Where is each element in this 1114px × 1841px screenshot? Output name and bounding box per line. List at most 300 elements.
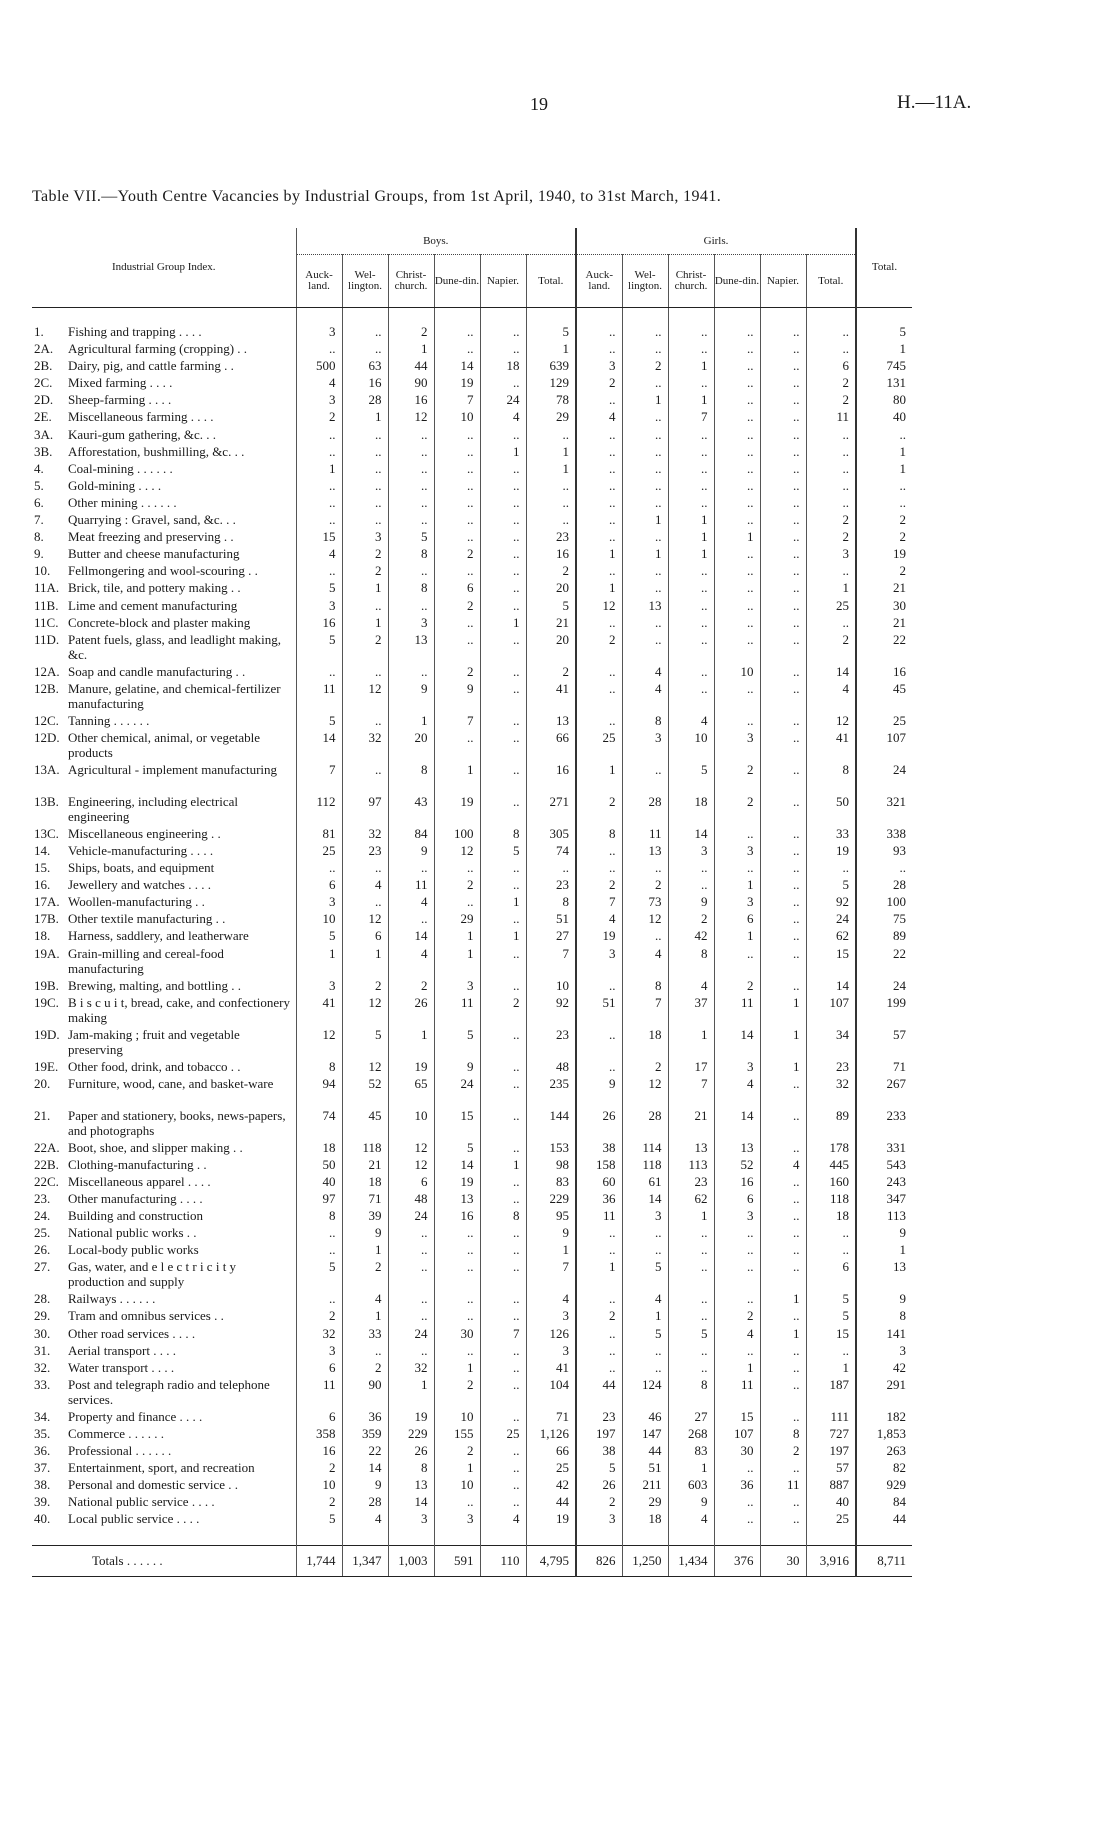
table-cell: .. (434, 427, 480, 444)
row-index: 11A. (34, 580, 60, 596)
table-cell: 8 (576, 826, 622, 843)
table-cell: 17 (668, 1059, 714, 1076)
table-cell: 107 (806, 995, 856, 1027)
table-cell: .. (622, 563, 668, 580)
table-cell: 32 (342, 826, 388, 843)
table-row (32, 1208, 912, 1225)
table-cell: 1 (856, 461, 912, 478)
table-cell: 1 (760, 1326, 806, 1343)
table-cell: 113 (856, 1208, 912, 1225)
table-cell: .. (760, 615, 806, 632)
table-cell: .. (434, 1494, 480, 1511)
table-cell: 97 (342, 794, 388, 826)
row-index: 19B. (34, 977, 59, 993)
table-cell: 639 (526, 358, 576, 375)
row-index: 37. (34, 1460, 51, 1476)
industry-name: Post and telegraph radio and telephone services. (68, 1376, 270, 1407)
table-cell: .. (342, 495, 388, 512)
table-cell: 111 (806, 1409, 856, 1426)
table-cell: 199 (856, 995, 912, 1027)
table-cell: .. (714, 1291, 760, 1308)
table-row (32, 392, 912, 409)
table-row (32, 794, 912, 826)
table-cell: 2 (296, 409, 342, 426)
page-number: 19 (530, 94, 548, 114)
row-index: 35. (34, 1425, 51, 1441)
table-cell: .. (714, 427, 760, 444)
table-cell: 26 (388, 1443, 434, 1460)
table-cell: 9 (434, 681, 480, 713)
table-cell: 19 (806, 843, 856, 860)
table-row (32, 1076, 912, 1108)
table-cell: 12 (342, 995, 388, 1027)
table-cell: 4 (342, 877, 388, 894)
table-cell: .. (388, 664, 434, 681)
table-cell: .. (434, 461, 480, 478)
table-cell: .. (760, 843, 806, 860)
table-cell: .. (714, 598, 760, 615)
table-cell: .. (576, 978, 622, 995)
table-cell: 2 (806, 512, 856, 529)
row-index: 7. (34, 512, 44, 528)
table-cell: 745 (856, 358, 912, 375)
table-cell: 15 (806, 1326, 856, 1343)
row-index: 14. (34, 842, 51, 858)
table-cell: .. (760, 1259, 806, 1291)
table-cell: .. (760, 681, 806, 713)
table-cell: 4 (714, 1326, 760, 1343)
table-cell: 40 (806, 1494, 856, 1511)
table-cell: 5 (296, 632, 342, 664)
row-index: 8. (34, 529, 44, 545)
table-cell: 23 (668, 1174, 714, 1191)
table-cell: .. (760, 1511, 806, 1528)
table-cell: 2 (668, 911, 714, 928)
table-cell: 5 (296, 928, 342, 945)
table-cell: 2 (806, 392, 856, 409)
table-cell: 9 (388, 681, 434, 713)
table-cell: 5 (622, 1259, 668, 1291)
table-row (32, 1494, 912, 1511)
table-cell: 21 (526, 615, 576, 632)
table-cell: 18 (668, 794, 714, 826)
total-cell: 1,003 (388, 1545, 434, 1576)
table-cell: .. (388, 911, 434, 928)
table-cell: .. (760, 1225, 806, 1242)
industry-name: Other food, drink, and tobacco . . (68, 1058, 241, 1074)
row-index: 18. (34, 928, 51, 944)
table-cell: 3 (296, 598, 342, 615)
table-cell: 3 (622, 1208, 668, 1225)
table-cell: .. (480, 1343, 526, 1360)
table-cell: 229 (388, 1426, 434, 1443)
table-cell: 9 (434, 1059, 480, 1076)
table-cell: .. (480, 1174, 526, 1191)
table-cell: 14 (296, 730, 342, 762)
table-cell: .. (622, 1242, 668, 1259)
row-index: 28. (34, 1291, 51, 1307)
table-cell: .. (480, 1259, 526, 1291)
table-cell: 8 (388, 762, 434, 794)
table-cell: .. (714, 1259, 760, 1291)
row-index: 12B. (34, 680, 59, 696)
table-cell: 1 (576, 580, 622, 597)
table-cell: 95 (526, 1208, 576, 1225)
table-cell: 22 (342, 1443, 388, 1460)
table-title: Table VII.—Youth Centre Vacancies by Industrial Groups, from 1st April, 1940, to 31st March, 1941. (32, 188, 722, 205)
table-cell: .. (856, 478, 912, 495)
table-cell: 11 (760, 1477, 806, 1494)
table-cell: .. (576, 860, 622, 877)
table-cell: .. (388, 1308, 434, 1325)
table-cell: 75 (856, 911, 912, 928)
girls-auckland-header: Auck-land. (576, 255, 622, 308)
row-index: 38. (34, 1477, 51, 1493)
girls-header: Girls. (576, 228, 856, 255)
table-cell: 7 (480, 1326, 526, 1343)
row-index: 19A. (34, 945, 60, 961)
table-cell: 10 (526, 978, 576, 995)
table-cell: 4 (806, 681, 856, 713)
table-cell: 8 (622, 978, 668, 995)
table-cell: 1 (668, 512, 714, 529)
table-cell: 11 (296, 681, 342, 713)
table-cell: 1 (668, 1027, 714, 1059)
table-cell: .. (760, 1343, 806, 1360)
table-cell: 358 (296, 1426, 342, 1443)
table-cell: .. (434, 1308, 480, 1325)
industry-name: Vehicle-manufacturing . . . . (68, 842, 214, 858)
table-cell: .. (806, 1343, 856, 1360)
table-cell: 187 (806, 1377, 856, 1409)
table-cell: 10 (296, 1477, 342, 1494)
table-cell: 12 (622, 1076, 668, 1108)
table-cell: 2 (296, 1494, 342, 1511)
table-cell: 48 (388, 1191, 434, 1208)
table-cell: 1 (668, 392, 714, 409)
boys-dunedin-header: Dune-din. (434, 255, 480, 308)
table-cell: 1 (856, 444, 912, 461)
table-cell: .. (668, 580, 714, 597)
table-cell: 118 (342, 1140, 388, 1157)
table-cell: 235 (526, 1076, 576, 1108)
table-cell: 2 (806, 375, 856, 392)
table-cell: 1 (480, 444, 526, 461)
table-cell: 12 (342, 911, 388, 928)
table-cell: .. (622, 478, 668, 495)
table-cell: .. (576, 664, 622, 681)
table-cell: .. (668, 478, 714, 495)
table-cell: .. (806, 461, 856, 478)
table-cell: .. (668, 1308, 714, 1325)
boys-total-header: Total. (526, 255, 576, 308)
table-row (32, 877, 912, 894)
table-cell: 160 (806, 1174, 856, 1191)
table-cell: .. (760, 341, 806, 358)
table-cell: 233 (856, 1108, 912, 1140)
table-cell: .. (296, 444, 342, 461)
table-cell: 2 (576, 877, 622, 894)
table-cell: 1 (296, 461, 342, 478)
table-cell: .. (480, 978, 526, 995)
table-cell: 3 (342, 529, 388, 546)
table-cell: .. (480, 1409, 526, 1426)
table-cell: 5 (526, 324, 576, 341)
table-cell: 43 (388, 794, 434, 826)
table-cell: .. (668, 615, 714, 632)
table-cell: .. (576, 1059, 622, 1076)
table-cell: 182 (856, 1409, 912, 1426)
table-cell: .. (434, 632, 480, 664)
table-cell: 82 (856, 1460, 912, 1477)
table-cell: .. (480, 1477, 526, 1494)
table-cell: .. (480, 478, 526, 495)
table-cell: 5 (856, 324, 912, 341)
table-cell: 57 (806, 1460, 856, 1477)
table-cell: .. (714, 478, 760, 495)
table-cell: 4 (668, 978, 714, 995)
table-cell: 2 (576, 794, 622, 826)
row-index: 11B. (34, 597, 59, 613)
table-cell: .. (714, 461, 760, 478)
table-cell: 19 (856, 546, 912, 563)
total-cell: 591 (434, 1545, 480, 1576)
table-cell: .. (714, 1460, 760, 1477)
table-row (32, 1326, 912, 1343)
industry-name: Tanning . . . . . . (68, 712, 150, 728)
table-cell: .. (434, 615, 480, 632)
table-cell: 8 (668, 946, 714, 978)
table-cell: .. (480, 681, 526, 713)
table-cell: 42 (856, 1360, 912, 1377)
table-cell: 21 (342, 1157, 388, 1174)
table-cell: 80 (856, 392, 912, 409)
table-cell: 243 (856, 1174, 912, 1191)
table-cell: .. (760, 375, 806, 392)
table-cell: 14 (434, 1157, 480, 1174)
table-cell: .. (480, 1308, 526, 1325)
table-cell: .. (714, 324, 760, 341)
row-index: 19D. (34, 1026, 60, 1042)
table-cell: 61 (622, 1174, 668, 1191)
table-cell: .. (434, 512, 480, 529)
table-cell: .. (622, 928, 668, 945)
row-index: 13C. (34, 825, 59, 841)
table-cell: .. (296, 512, 342, 529)
table-cell: 32 (296, 1326, 342, 1343)
table-cell: .. (480, 1140, 526, 1157)
table-cell: 305 (526, 826, 576, 843)
table-cell: .. (342, 478, 388, 495)
table-cell: 3 (388, 1511, 434, 1528)
table-cell: 19 (526, 1511, 576, 1528)
table-cell: .. (388, 860, 434, 877)
table-cell: 50 (296, 1157, 342, 1174)
table-cell: 267 (856, 1076, 912, 1108)
table-cell: 2 (480, 995, 526, 1027)
table-cell: 44 (388, 358, 434, 375)
industry-name: Local public service . . . . (68, 1511, 200, 1527)
table-cell: .. (668, 563, 714, 580)
table-cell: .. (806, 478, 856, 495)
table-cell: 16 (526, 546, 576, 563)
table-cell: .. (296, 664, 342, 681)
table-cell: 15 (434, 1108, 480, 1140)
table-row (32, 894, 912, 911)
table-cell: 1 (526, 444, 576, 461)
table-cell: 13 (388, 632, 434, 664)
table-cell: .. (342, 444, 388, 461)
table-cell: 39 (342, 1208, 388, 1225)
table-cell: 18 (622, 1027, 668, 1059)
table-cell: .. (714, 375, 760, 392)
table-cell: 18 (622, 1511, 668, 1528)
table-cell: .. (760, 529, 806, 546)
table-cell: 1 (342, 1308, 388, 1325)
industry-name: Paper and stationery, books, news-papers, and photographs (68, 1107, 286, 1138)
row-index: 22B. (34, 1156, 59, 1172)
industry-name: Agricultural - implement manufacturing (68, 761, 278, 777)
table-cell: 71 (342, 1191, 388, 1208)
table-cell: 2 (342, 632, 388, 664)
table-cell: 38 (576, 1443, 622, 1460)
table-cell: 16 (342, 375, 388, 392)
table-cell: .. (576, 529, 622, 546)
table-cell: 2 (296, 1308, 342, 1325)
table-cell: 9 (668, 1494, 714, 1511)
table-cell: 5 (576, 1460, 622, 1477)
table-cell: 1 (434, 928, 480, 945)
table-cell: 4 (342, 1291, 388, 1308)
table-cell: .. (434, 1225, 480, 1242)
table-cell: 14 (434, 358, 480, 375)
industry-name: Commerce . . . . . . (68, 1425, 165, 1441)
table-cell: .. (714, 1242, 760, 1259)
girls-wellington-header: Wel-lington. (622, 255, 668, 308)
table-cell: .. (388, 598, 434, 615)
table-cell: 2 (806, 632, 856, 664)
document-reference: H.—11A. (897, 92, 972, 113)
table-cell: 112 (296, 794, 342, 826)
row-index: 3B. (34, 443, 53, 459)
table-cell: 19 (388, 1059, 434, 1076)
table-cell: .. (760, 911, 806, 928)
table-cell: 100 (434, 826, 480, 843)
table-cell: 10 (388, 1108, 434, 1140)
table-cell: 1 (760, 1059, 806, 1076)
boys-header: Boys. (296, 228, 576, 255)
table-cell: .. (576, 1360, 622, 1377)
table-cell: 104 (526, 1377, 576, 1409)
table-cell: 2 (388, 324, 434, 341)
table-row (32, 632, 912, 664)
table-cell: 887 (806, 1477, 856, 1494)
table-cell: 1 (480, 928, 526, 945)
table-cell: .. (760, 1191, 806, 1208)
table-cell: 36 (342, 1409, 388, 1426)
table-cell: .. (480, 794, 526, 826)
table-cell: .. (434, 478, 480, 495)
table-cell: 8 (388, 546, 434, 563)
table-cell: 24 (806, 911, 856, 928)
table-cell: 1 (480, 894, 526, 911)
table-cell: 12 (342, 1059, 388, 1076)
table-cell: 20 (388, 730, 434, 762)
table-cell: 3 (576, 1511, 622, 1528)
table-cell: 3 (296, 894, 342, 911)
table-cell: 12 (622, 911, 668, 928)
table-cell: 16 (856, 664, 912, 681)
table-cell: 2 (526, 563, 576, 580)
table-cell: 24 (388, 1326, 434, 1343)
table-cell: 10 (434, 1477, 480, 1494)
table-cell: .. (760, 546, 806, 563)
table-cell: .. (714, 563, 760, 580)
table-cell: .. (576, 444, 622, 461)
table-cell: 2 (342, 563, 388, 580)
table-cell: 65 (388, 1076, 434, 1108)
industry-name: Miscellaneous apparel . . . . (68, 1173, 211, 1189)
table-cell: .. (480, 1225, 526, 1242)
table-cell: 1 (388, 1027, 434, 1059)
table-cell: 1 (668, 529, 714, 546)
industry-name: Brick, tile, and pottery making . . (68, 580, 241, 596)
table-row (32, 1291, 912, 1308)
table-cell: 3 (526, 1343, 576, 1360)
table-cell: 13 (668, 1140, 714, 1157)
table-cell: 2 (342, 978, 388, 995)
industry-name: Building and construction (68, 1208, 204, 1224)
row-index: 9. (34, 546, 44, 562)
table-cell: .. (760, 512, 806, 529)
row-index: 10. (34, 563, 51, 579)
industry-name: National public works . . (68, 1225, 197, 1241)
table-cell: 25 (480, 1426, 526, 1443)
table-cell: 5 (342, 1027, 388, 1059)
table-cell: 30 (714, 1443, 760, 1460)
table-cell: .. (806, 615, 856, 632)
table-cell: .. (760, 358, 806, 375)
table-cell: .. (480, 860, 526, 877)
table-cell: 29 (434, 911, 480, 928)
table-cell: 73 (622, 894, 668, 911)
table-cell: 10 (296, 911, 342, 928)
table-cell: 9 (526, 1225, 576, 1242)
table-cell: 1 (714, 1360, 760, 1377)
table-cell: 5 (296, 713, 342, 730)
table-cell: 107 (856, 730, 912, 762)
table-cell: 5 (434, 1140, 480, 1157)
table-cell: 100 (856, 894, 912, 911)
table-cell: .. (576, 713, 622, 730)
table-cell: 2 (576, 632, 622, 664)
table-cell: .. (576, 427, 622, 444)
table-cell: 10 (434, 409, 480, 426)
table-cell: 44 (622, 1443, 668, 1460)
girls-dunedin-header: Dune-din. (714, 255, 760, 308)
table-cell: .. (806, 495, 856, 512)
table-cell: 8 (806, 762, 856, 794)
table-cell: 16 (526, 762, 576, 794)
table-cell: 6 (434, 580, 480, 597)
row-index: 22C. (34, 1173, 59, 1189)
table-cell: 7 (526, 946, 576, 978)
table-cell: 22 (856, 946, 912, 978)
table-cell: 197 (806, 1443, 856, 1460)
table-cell: 1 (342, 1242, 388, 1259)
table-cell: 18 (296, 1140, 342, 1157)
table-cell: 1 (714, 877, 760, 894)
